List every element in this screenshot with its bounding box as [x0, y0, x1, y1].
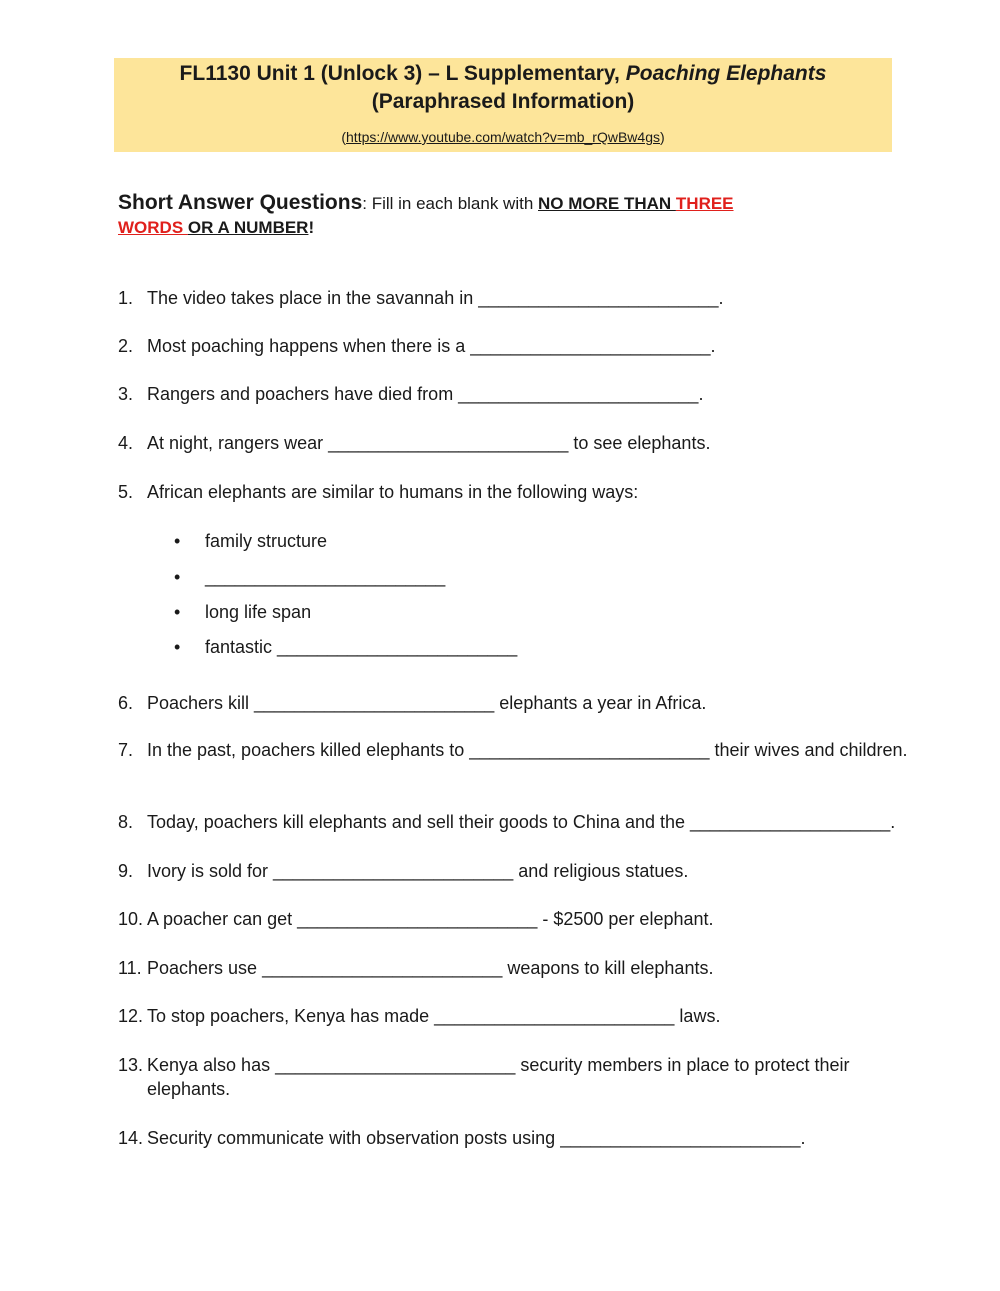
- instructions: Short Answer Questions: Fill in each blank with NO MORE THAN THREE WORDS OR A NUMBER!: [118, 191, 734, 237]
- worksheet-subtitle: (Paraphrased Information): [371, 90, 635, 113]
- bullet-icon: •: [174, 567, 181, 587]
- title-italic: Poaching Elephants: [625, 62, 827, 85]
- worksheet-title: FL1130 Unit 1 (Unlock 3) – L Supplementary, Poaching Elephants: [179, 62, 827, 85]
- bullet-icon: •: [174, 531, 181, 551]
- instructions-heading: Short Answer Questions: [118, 191, 363, 214]
- bullet-icon: •: [174, 637, 181, 657]
- video-link[interactable]: https://www.youtube.com/watch?v=mb_rQwBw4gs: [346, 129, 660, 145]
- bullet-icon: •: [174, 602, 181, 622]
- title-banner: [114, 58, 892, 152]
- video-source: (https://www.youtube.com/watch?v=mb_rQwBw4gs): [341, 129, 665, 145]
